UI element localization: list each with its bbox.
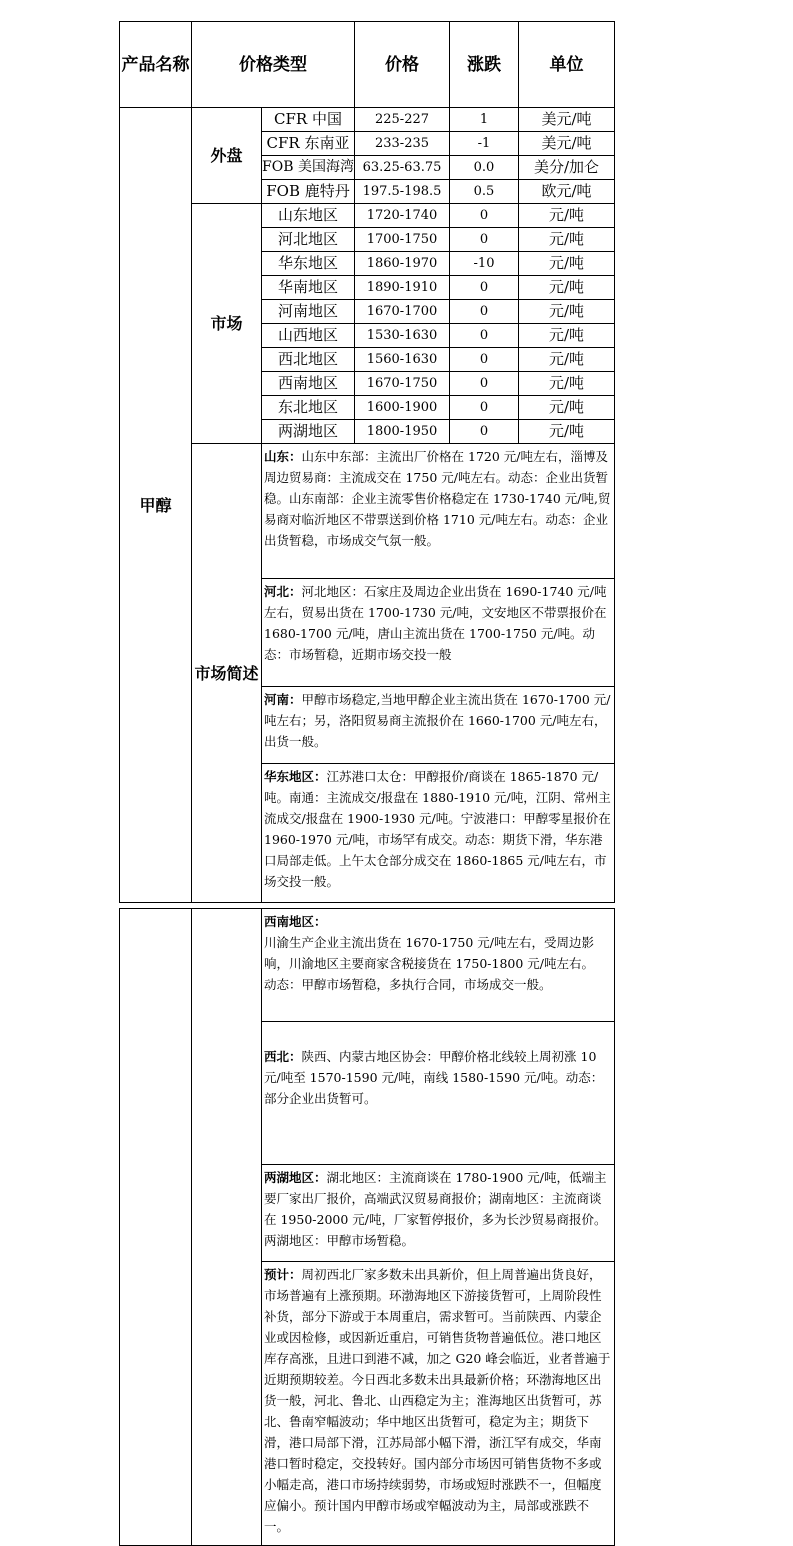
header-product-name: 产品名称 — [120, 22, 192, 108]
row-unit: 元/吨 — [519, 228, 615, 252]
row-price: 1890-1910 — [355, 276, 450, 300]
row-unit: 元/吨 — [519, 420, 615, 444]
summary-xinan — [262, 909, 615, 1022]
summary-text-dynamic: 动态：甲醇市场暂稳，多执行合同，市场成交一般。 — [264, 977, 552, 992]
summary-henan — [262, 687, 615, 764]
group-cell-empty — [192, 909, 262, 1546]
row-unit: 元/吨 — [519, 372, 615, 396]
summary-shandong — [262, 444, 615, 579]
row-price: 1720-1740 — [355, 204, 450, 228]
row-name: 河北地区 — [262, 228, 355, 252]
row-unit: 元/吨 — [519, 204, 615, 228]
summary-hebei — [262, 579, 615, 687]
row-name: 西南地区 — [262, 372, 355, 396]
row-unit: 元/吨 — [519, 396, 615, 420]
group-market: 市场 — [192, 204, 262, 444]
group-summary: 市场简述 — [192, 444, 262, 903]
table-row — [120, 204, 615, 228]
row-price: 1800-1950 — [355, 420, 450, 444]
row-unit: 欧元/吨 — [519, 180, 615, 204]
row-unit: 元/吨 — [519, 252, 615, 276]
summary-label: 华东地区： — [264, 769, 327, 784]
row-price: 1600-1900 — [355, 396, 450, 420]
summary-label: 西南地区： — [264, 914, 327, 929]
summary-text: 河北地区：石家庄及周边企业出货在 1690-1740 元/吨左右，贸易出货在 1700-1730 元/吨，文安地区不带票报价在 1680-1700 元/吨，唐山主流出货在 1700-1750 元/吨。动态：市场暂稳，近期市场交投一般 — [264, 584, 607, 662]
row-price: 1860-1970 — [355, 252, 450, 276]
row-change: -10 — [450, 252, 519, 276]
row-name: 河南地区 — [262, 300, 355, 324]
summary-forecast — [262, 1262, 615, 1546]
row-unit: 美元/吨 — [519, 132, 615, 156]
row-change: -1 — [450, 132, 519, 156]
row-price: 1530-1630 — [355, 324, 450, 348]
row-change: 0 — [450, 204, 519, 228]
row-price: 233-235 — [355, 132, 450, 156]
summary-lianghu — [262, 1165, 615, 1262]
summary-text: 江苏港口太仓：甲醇报价/商谈在 1865-1870 元/吨。南通：主流成交/报盘在 1880-1910 元/吨，江阴、常州主流成交/报盘在 1900-1930 元/吨。宁波港口：甲醇零星报价在 1960-1970 元/吨，市场罕有成交。动态：期货下滑，华东港口局部走低。上午太仓部分成交在 1860-1865 元/吨左右，市场交投一般。 — [264, 769, 611, 889]
summary-text: 甲醇市场稳定,当地甲醇企业主流出货在 1670-1700 元/吨左右；另，洛阳贸易商主流报价在 1660-1700 元/吨左右，出货一般。 — [264, 692, 611, 749]
table-row — [120, 108, 615, 132]
row-price: 63.25-63.75 — [355, 156, 450, 180]
header-change: 涨跌 — [450, 22, 519, 108]
summary-huadong — [262, 764, 615, 903]
row-price: 197.5-198.5 — [355, 180, 450, 204]
row-change: 0 — [450, 420, 519, 444]
summary-label: 河北： — [264, 584, 302, 599]
row-unit: 元/吨 — [519, 324, 615, 348]
row-change: 0.0 — [450, 156, 519, 180]
summary-table-continued — [119, 908, 615, 1546]
row-name: 山西地区 — [262, 324, 355, 348]
header-price: 价格 — [355, 22, 450, 108]
summary-text: 川渝生产企业主流出货在 1670-1750 元/吨左右，受周边影响，川渝地区主要商家含税接货在 1750-1800 元/吨左右。 — [264, 935, 595, 971]
header-unit: 单位 — [519, 22, 615, 108]
row-change: 0 — [450, 300, 519, 324]
product-cell: 甲醇 — [120, 108, 192, 903]
row-price: 225-227 — [355, 108, 450, 132]
header-price-type: 价格类型 — [192, 22, 355, 108]
summary-label: 两湖地区： — [264, 1170, 327, 1185]
summary-xibei — [262, 1022, 615, 1165]
row-price: 1700-1750 — [355, 228, 450, 252]
row-change: 0 — [450, 396, 519, 420]
row-change: 1 — [450, 108, 519, 132]
row-change: 0.5 — [450, 180, 519, 204]
row-name: FOB 美国海湾 — [262, 156, 355, 180]
summary-text: 湖北地区：主流商谈在 1780-1900 元/吨，低端主要厂家出厂报价，高端武汉贸易商报价；湖南地区：主流商谈在 1950-2000 元/吨，厂家暂停报价，多为长沙贸易商报价。两湖地区：甲醇市场暂稳。 — [264, 1170, 607, 1248]
row-name: CFR 东南亚 — [262, 132, 355, 156]
summary-label: 山东： — [264, 449, 302, 464]
group-outer: 外盘 — [192, 108, 262, 204]
summary-text: 陕西、内蒙古地区协会：甲醇价格北线较上周初涨 10 元/吨至 1570-1590 元/吨，南线 1580-1590 元/吨。动态：部分企业出货暂可。 — [264, 1049, 604, 1106]
row-change: 0 — [450, 276, 519, 300]
row-unit: 美元/吨 — [519, 108, 615, 132]
row-name: 两湖地区 — [262, 420, 355, 444]
row-change: 0 — [450, 348, 519, 372]
summary-text: 周初西北厂家多数未出具新价，但上周普遍出货良好，市场普遍有上涨预期。环渤海地区下游接货暂可，上周阶段性补货，部分下游或于本周重启，需求暂可。当前陕西、内蒙企业或因检修，或因新近重启，可销售货物普遍低位。港口地区库存高涨，且进口到港不减，加之 G20 峰会临近，业者普遍于近期预期较差。今日西北多数未出具最新价格；环渤海地区出货一般，河北、鲁北、山西稳定为主；淮海地区出货暂可，苏北、鲁南窄幅波动；华中地区出货暂可，稳定为主；期货下滑，港口局部下滑，江苏局部小幅下滑，浙江罕有成交，华南港口暂时稳定，交投转好。国内部分市场因可销售货物不多或小幅走高，港口市场持续弱势，市场或短时涨跌不一，但幅度应偏小。预计国内甲醇市场或窄幅波动为主，局部或涨跌不一。 — [264, 1267, 611, 1534]
row-unit: 美分/加仑 — [519, 156, 615, 180]
row-price: 1670-1750 — [355, 372, 450, 396]
price-table — [119, 21, 615, 903]
row-change: 0 — [450, 228, 519, 252]
row-name: 西北地区 — [262, 348, 355, 372]
summary-label: 河南： — [264, 692, 302, 707]
row-unit: 元/吨 — [519, 300, 615, 324]
summary-label: 预计： — [264, 1267, 302, 1282]
summary-row — [120, 909, 615, 1022]
row-change: 0 — [450, 372, 519, 396]
row-name: 华东地区 — [262, 252, 355, 276]
row-name: 华南地区 — [262, 276, 355, 300]
row-unit: 元/吨 — [519, 276, 615, 300]
row-change: 0 — [450, 324, 519, 348]
header-row — [120, 22, 615, 108]
row-unit: 元/吨 — [519, 348, 615, 372]
row-price: 1670-1700 — [355, 300, 450, 324]
summary-label: 西北： — [264, 1049, 302, 1064]
row-name: 山东地区 — [262, 204, 355, 228]
row-name: FOB 鹿特丹 — [262, 180, 355, 204]
summary-text: 山东中东部：主流出厂价格在 1720 元/吨左右，淄博及周边贸易商：主流成交在 1750 元/吨左右。动态：企业出货暂稳。山东南部：企业主流零售价格稳定在 1730-1740 元/吨,贸易商对临沂地区不带票送到价格 1710 元/吨左右。动态：企业出货暂稳，市场成交气氛一般。 — [264, 449, 611, 548]
row-name: CFR 中国 — [262, 108, 355, 132]
summary-row — [120, 444, 615, 579]
row-name: 东北地区 — [262, 396, 355, 420]
product-cell-empty — [120, 909, 192, 1546]
row-price: 1560-1630 — [355, 348, 450, 372]
